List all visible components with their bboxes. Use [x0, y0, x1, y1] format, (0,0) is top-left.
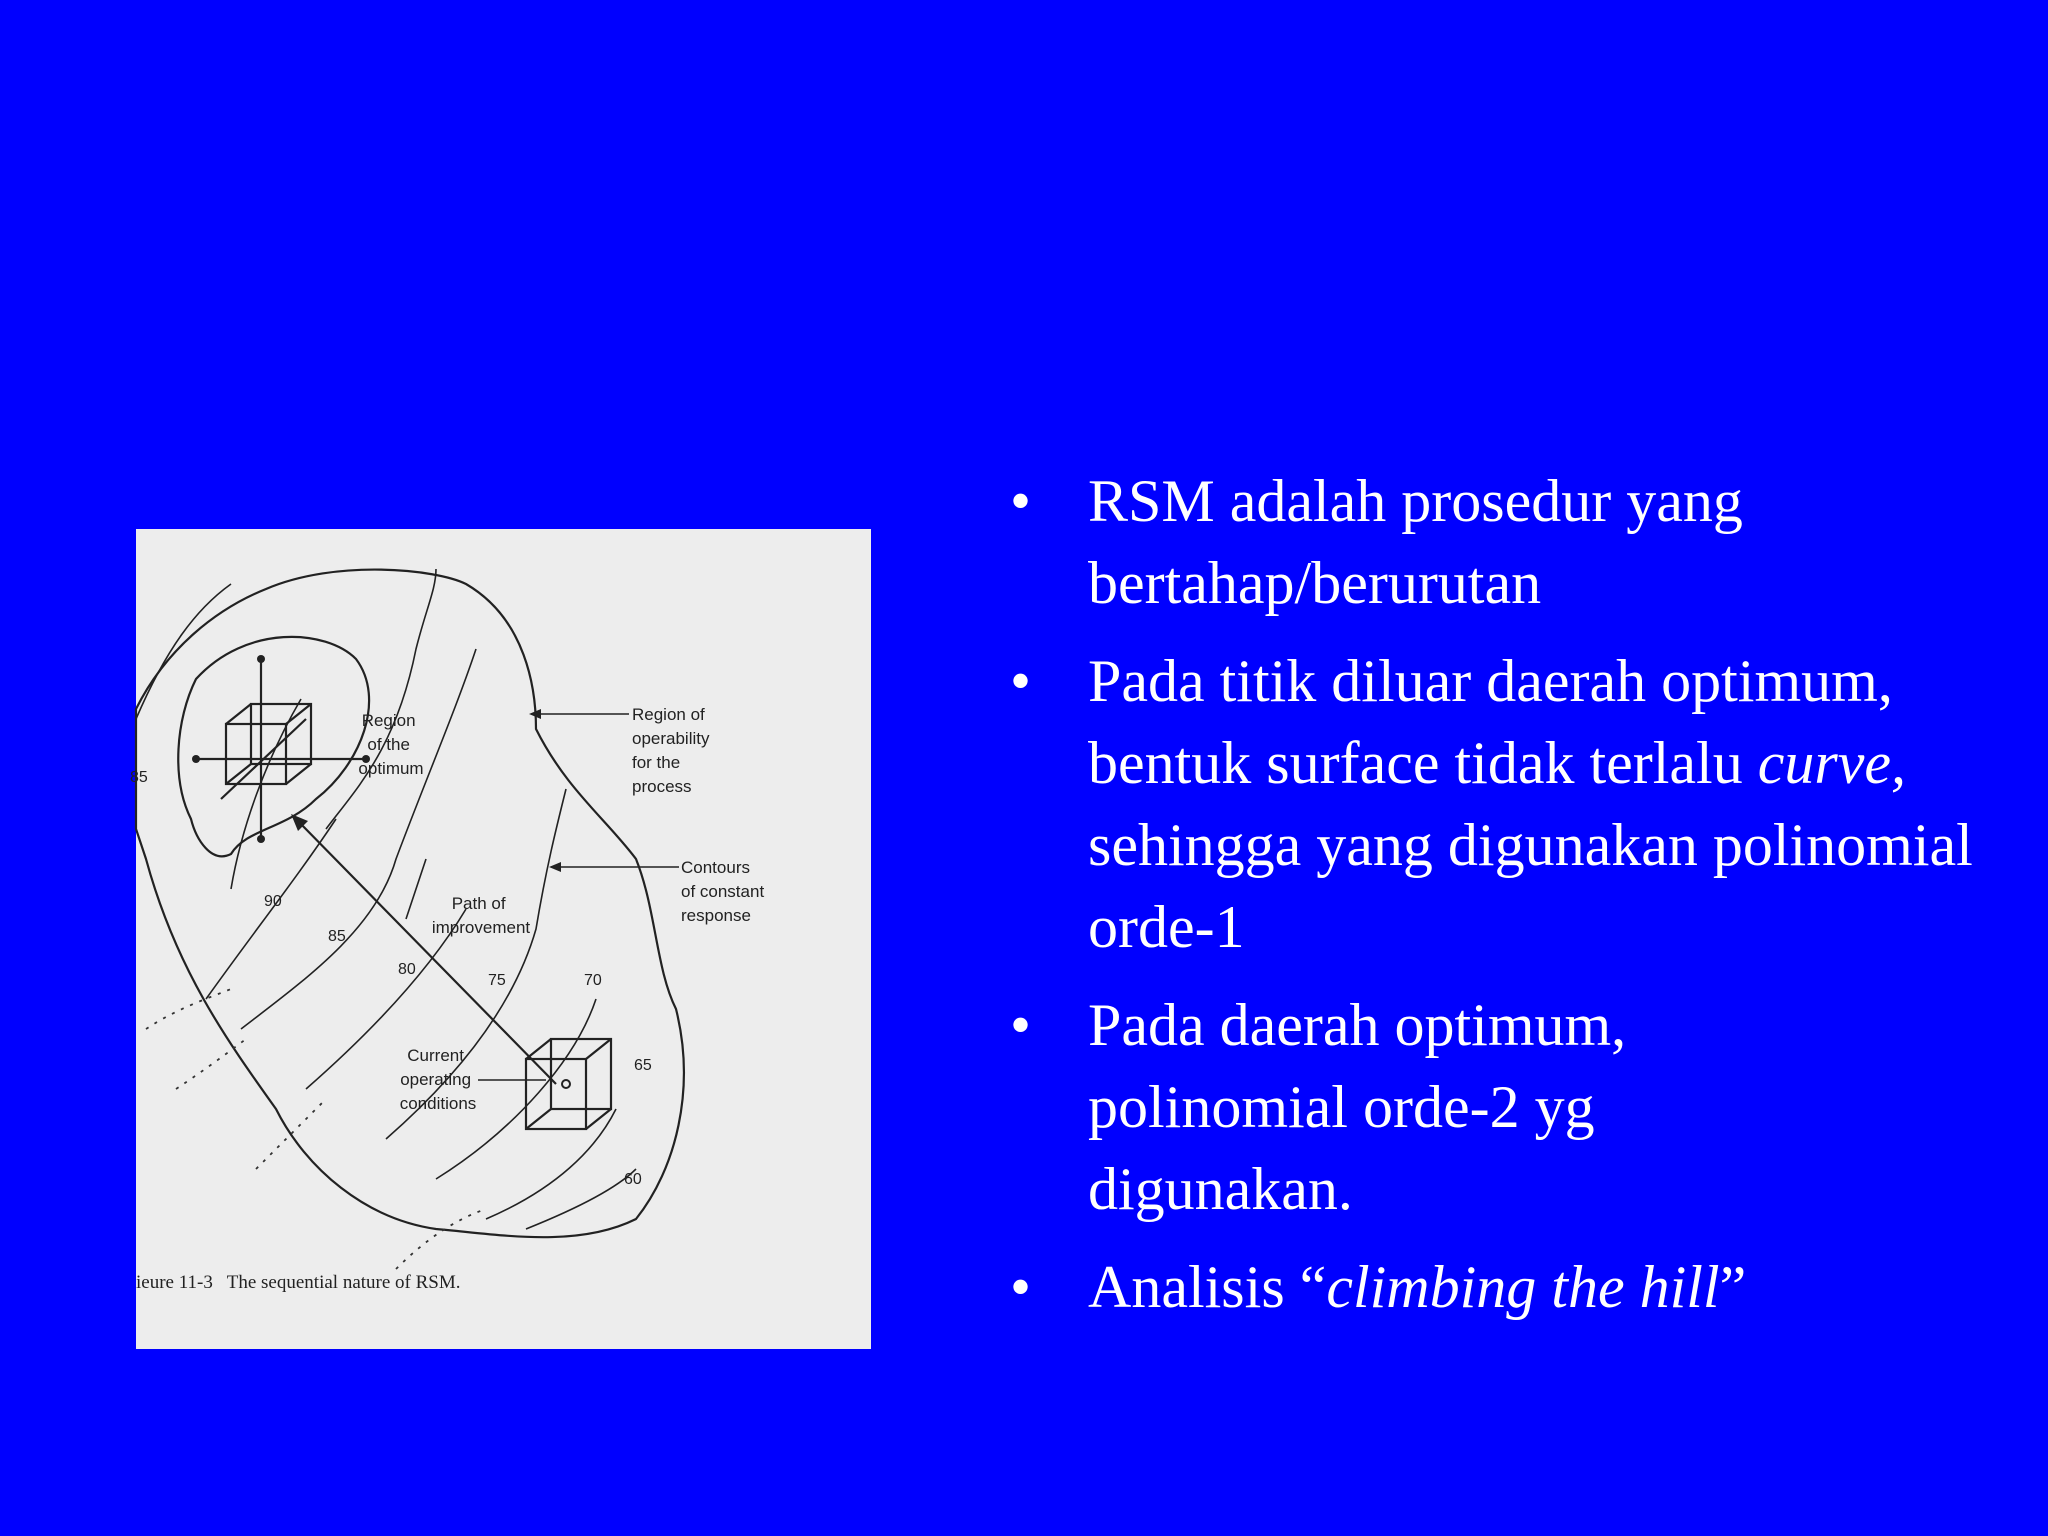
bullet-item — [1000, 1246, 2000, 1328]
contour-line — [241, 649, 476, 1029]
bullet-line: digunakan. — [1088, 1156, 1353, 1222]
bullet-line: RSM adalah prosedur yang — [1088, 468, 1743, 534]
bullet-line: bertahap/berurutan — [1088, 550, 1542, 616]
contour-line — [326, 569, 436, 829]
bullet-dot: • — [1010, 1254, 1032, 1320]
bullet-text: sehingga yang digunakan polinomial orde-1 — [1088, 812, 1973, 960]
label-path-of-improvement: Path of improvement — [431, 894, 531, 937]
contour-value: 75 — [488, 972, 506, 989]
contour-dashed — [176, 1039, 246, 1089]
contour-line — [231, 699, 301, 889]
figure-caption: ieure 11-3 The sequential nature of RSM. — [136, 1272, 461, 1293]
bullet-item — [1000, 640, 2000, 968]
label-current-conditions: Current operating conditions — [399, 1046, 477, 1113]
bullet-line: Pada daerah optimum, — [1088, 992, 1627, 1058]
region-of-operability-outline — [136, 570, 684, 1238]
rsm-figure — [130, 529, 871, 1349]
leader-line — [406, 859, 426, 919]
optimum-design-cube — [192, 655, 370, 843]
label-region-operability: Region of operability for the process — [632, 705, 710, 796]
contour-value: 90 — [264, 893, 282, 910]
label-region-optimum: Region of the optimum — [358, 711, 424, 778]
bullet-line: polinomial orde-2 yg — [1088, 1074, 1595, 1140]
bullet-item — [1000, 460, 2000, 624]
contour-line — [136, 584, 231, 719]
contour-value: 65 — [634, 1057, 652, 1074]
bullet-list — [1000, 460, 2000, 1344]
bullet-dot: • — [1010, 468, 1032, 534]
contour-value: 85 — [130, 769, 148, 786]
contour-dashed — [396, 1209, 486, 1269]
contour-value: 85 — [328, 928, 346, 945]
rsm-diagram — [130, 529, 871, 1349]
contour-line — [526, 1169, 636, 1229]
bullet-item — [1000, 984, 2000, 1230]
bullet-dot: • — [1010, 992, 1032, 1058]
contour-line — [436, 999, 596, 1179]
bullet-italic: curve, — [1757, 730, 1906, 796]
contour-value: 60 — [624, 1171, 642, 1188]
bullet-text: ” — [1719, 1254, 1747, 1320]
contour-value: 70 — [584, 972, 602, 989]
contour-value: 80 — [398, 961, 416, 978]
bullet-italic: climbing the hill — [1326, 1254, 1720, 1320]
bullet-text: Analisis “ — [1088, 1254, 1327, 1320]
bullet-dot: • — [1010, 648, 1032, 714]
arrowhead — [549, 862, 561, 872]
bullet-text: Pada titik diluar daerah optimum, bentuk surface tidak terlalu — [1088, 648, 1893, 796]
label-contours: Contours of constant response — [681, 858, 765, 925]
region-of-optimum-outline — [178, 637, 369, 856]
